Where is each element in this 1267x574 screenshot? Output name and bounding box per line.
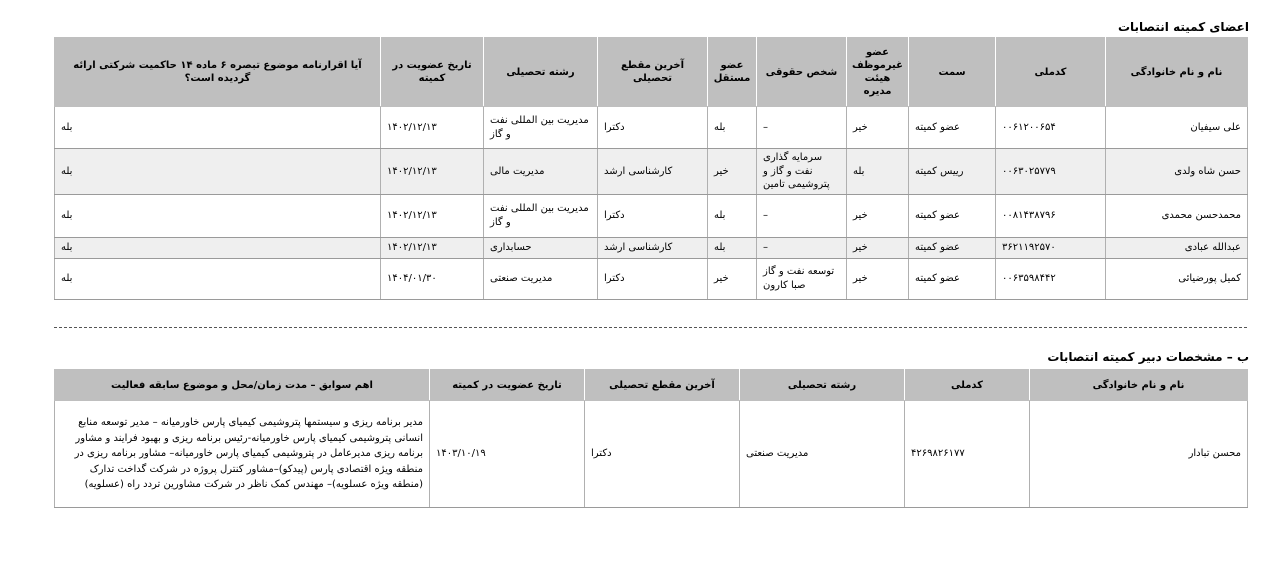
cell-declaration: بله	[55, 237, 381, 258]
cell-legal-entity: سرمایه گذاری نفت و گاز و پتروشیمی تامین	[757, 149, 847, 195]
header-degree: آخرین مقطع تحصیلی	[598, 38, 708, 107]
cell-membership-date: ۱۴۰۲/۱۲/۱۳	[381, 237, 484, 258]
header-row	[55, 370, 1248, 401]
cell-field: حسابداری	[484, 237, 598, 258]
cell-field: مدیریت بین المللی نفت و گاز	[484, 194, 598, 237]
cell-legal-entity: توسعه نفت و گاز صبا کارون	[757, 258, 847, 299]
cell-membership-date: ۱۴۰۳/۱۰/۱۹	[430, 401, 585, 508]
cell-position: عضو کمیته	[909, 107, 996, 149]
cell-national-id: ۳۶۲۱۱۹۲۵۷۰	[996, 237, 1106, 258]
cell-legal-entity: –	[757, 237, 847, 258]
cell-degree: دکترا	[585, 401, 740, 508]
header-field: رشته تحصیلی	[740, 370, 905, 401]
cell-independent: بله	[708, 237, 757, 258]
cell-declaration: بله	[55, 149, 381, 195]
cell-position: عضو کمیته	[909, 258, 996, 299]
cell-name: محسن تبادار	[1030, 401, 1248, 508]
cell-legal-entity: –	[757, 107, 847, 149]
header-non-bound: عضو غیرموظف هیئت مدیره	[847, 38, 909, 107]
cell-name: محمدحسن محمدی	[1106, 194, 1248, 237]
header-national-id: کدملی	[996, 38, 1106, 107]
table-row	[55, 237, 1248, 258]
cell-degree: کارشناسی ارشد	[598, 149, 708, 195]
cell-degree: کارشناسی ارشد	[598, 237, 708, 258]
cell-position: عضو کمیته	[909, 194, 996, 237]
header-membership-date: تاریخ عضویت در کمیته	[430, 370, 585, 401]
cell-name: علی سیفیان	[1106, 107, 1248, 149]
cell-legal-entity: –	[757, 194, 847, 237]
section-divider	[54, 327, 1247, 328]
cell-national-id: ۰۰۸۱۴۳۸۷۹۶	[996, 194, 1106, 237]
committee-secretary-table	[54, 369, 1248, 508]
cell-declaration: بله	[55, 194, 381, 237]
cell-field: مدیریت مالی	[484, 149, 598, 195]
cell-national-id: ۴۲۶۹۸۲۶۱۷۷	[905, 401, 1030, 508]
section2-title: ب – مشخصات دبیر کمیته انتصابات	[1047, 350, 1249, 364]
table-row	[55, 258, 1248, 299]
cell-declaration: بله	[55, 107, 381, 149]
cell-declaration: بله	[55, 258, 381, 299]
cell-position: عضو کمیته	[909, 237, 996, 258]
cell-non-bound: خیر	[847, 258, 909, 299]
header-row	[55, 38, 1248, 107]
cell-membership-date: ۱۴۰۴/۰۱/۳۰	[381, 258, 484, 299]
cell-membership-date: ۱۴۰۲/۱۲/۱۳	[381, 194, 484, 237]
cell-experience: مدیر برنامه ریزی و سیستمها پتروشیمی کیمیای پارس خاورمیانه – مدیر توسعه منابع انسانی پتروشیمی کیمیای پارس خاورمیانه-رئیس برنامه ریزی و بهبود فرایند و مشاور برنامه ریزی مدیرعامل در پتروشیمی کیمیای پارس خاورمیانه– مشاور برنامه ریزی در منطقه ویژه اقتصادی پارس (پیدکو)–مشاور کنترل پروژه در شرکت گداخت تدارک (منطقه ویژه عسلویه)– مهندس کمک ناظر در شرکت مشاورین تردد راه (عسلویه)	[55, 401, 430, 508]
header-field: رشته تحصیلی	[484, 38, 598, 107]
cell-field: مدیریت صنعتی	[484, 258, 598, 299]
cell-independent: خیر	[708, 149, 757, 195]
cell-membership-date: ۱۴۰۲/۱۲/۱۳	[381, 107, 484, 149]
header-name: نام و نام خانوادگی	[1030, 370, 1248, 401]
cell-degree: دکترا	[598, 258, 708, 299]
cell-field: مدیریت بین المللی نفت و گاز	[484, 107, 598, 149]
cell-independent: بله	[708, 194, 757, 237]
cell-independent: بله	[708, 107, 757, 149]
cell-independent: خیر	[708, 258, 757, 299]
header-national-id: کدملی	[905, 370, 1030, 401]
cell-non-bound: خیر	[847, 107, 909, 149]
cell-national-id: ۰۰۶۳۵۹۸۴۴۲	[996, 258, 1106, 299]
header-independent: عضو مستقل	[708, 38, 757, 107]
cell-position: رییس کمیته	[909, 149, 996, 195]
section1-title: اعضای کمیته انتصابات	[1117, 20, 1249, 34]
header-name: نام و نام خانوادگی	[1106, 38, 1248, 107]
table-row	[55, 149, 1248, 195]
cell-membership-date: ۱۴۰۲/۱۲/۱۳	[381, 149, 484, 195]
header-degree: آخرین مقطع تحصیلی	[585, 370, 740, 401]
header-legal-entity: شخص حقوقی	[757, 38, 847, 107]
cell-non-bound: خیر	[847, 194, 909, 237]
cell-non-bound: خیر	[847, 237, 909, 258]
table-row	[55, 194, 1248, 237]
cell-national-id: ۰۰۶۱۲۰۰۶۵۴	[996, 107, 1106, 149]
table-row	[55, 401, 1248, 508]
header-membership-date: تاریخ عضویت در کمیته	[381, 38, 484, 107]
cell-national-id: ۰۰۶۳۰۲۵۷۷۹	[996, 149, 1106, 195]
header-position: سمت	[909, 38, 996, 107]
cell-name: عبدالله عبادی	[1106, 237, 1248, 258]
header-experience: اهم سوابق – مدت زمان/محل و موضوع سابقه فعالیت	[55, 370, 430, 401]
committee-members-table	[54, 37, 1248, 300]
cell-field: مدیریت صنعتی	[740, 401, 905, 508]
cell-degree: دکترا	[598, 107, 708, 149]
cell-non-bound: بله	[847, 149, 909, 195]
table-row	[55, 107, 1248, 149]
cell-name: حسن شاه ولدی	[1106, 149, 1248, 195]
cell-degree: دکترا	[598, 194, 708, 237]
header-declaration: آیا اقرارنامه موضوع تبصره ۶ ماده ۱۴ حاکمیت شرکتی ارائه گردیده است؟	[55, 38, 381, 107]
cell-name: کمیل پورضیائی	[1106, 258, 1248, 299]
